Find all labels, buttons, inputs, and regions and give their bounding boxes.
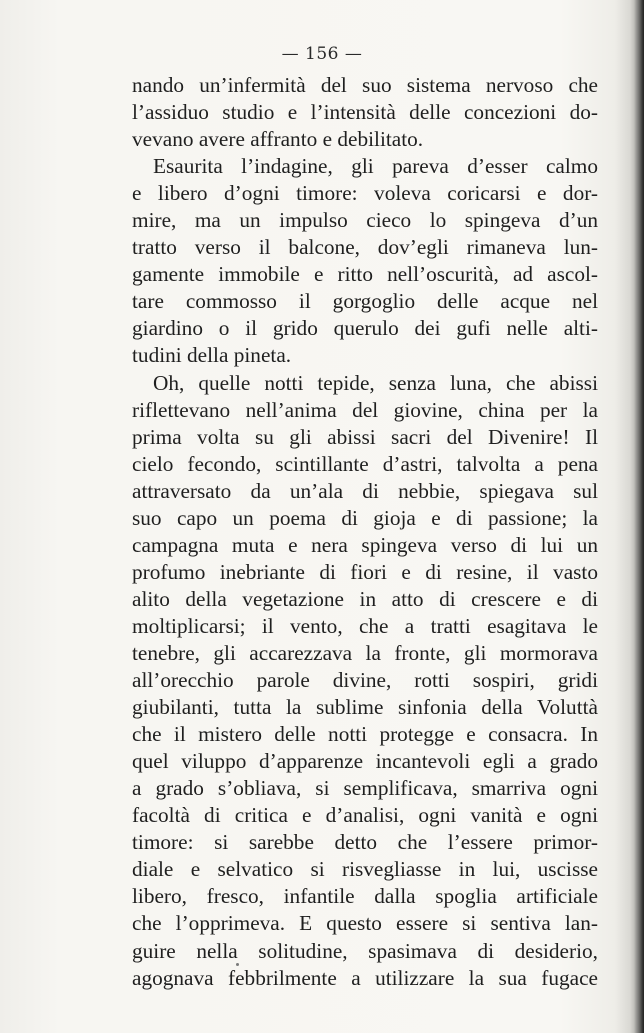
text-line: e libero d’ogni timore: voleva coricarsi e dor- bbox=[132, 181, 598, 206]
text-line: agognava febbrilmente a utilizzare la sua fugace bbox=[132, 965, 598, 990]
text-line: l’assiduo studio e l’intensità delle concezioni do- bbox=[132, 100, 598, 125]
page-number: — 156 — bbox=[281, 44, 363, 64]
text-line: guire nella solitudine, spasimava di desiderio, bbox=[132, 938, 598, 963]
text-line: tratto verso il balcone, dov’egli rimaneva lun- bbox=[132, 235, 598, 260]
text-line: riflettevano nell’anima del giovine, china per la bbox=[132, 397, 598, 422]
text-line: che l’opprimeva. E questo essere si sentiva lan- bbox=[132, 911, 598, 936]
text-line: timore: si sarebbe detto che l’essere primor- bbox=[132, 830, 598, 855]
paper-speck bbox=[236, 963, 239, 966]
text-line: suo capo un poema di gioja e di passione; la bbox=[132, 505, 598, 530]
text-line: campagna muta e nera spingeva verso di lui un bbox=[132, 532, 598, 557]
text-line: vevano avere affranto e debilitato. bbox=[132, 127, 424, 152]
text-line: gamente immobile e ritto nell’oscurità, ad ascol- bbox=[132, 262, 598, 287]
text-line: diale e selvatico si risvegliasse in lui, uscisse bbox=[132, 857, 598, 882]
binding-shadow bbox=[634, 0, 644, 1033]
text-line: attraversato da un’ala di nebbie, spiegava sul bbox=[132, 478, 598, 503]
text-line: nando un’infermità del suo sistema nervoso che bbox=[132, 73, 598, 97]
text-line: giubilanti, tutta la sublime sinfonia della Voluttà bbox=[132, 695, 598, 720]
text-line: all’orecchio parole divine, rotti sospiri, gridi bbox=[132, 668, 598, 693]
text-line: tudini della pineta. bbox=[132, 343, 292, 368]
text-line: moltiplicarsi; il vento, che a tratti esagitava le bbox=[132, 613, 598, 638]
text-line: giardino o il grido querulo dei gufi nelle alti- bbox=[132, 316, 598, 341]
text-line: tare commosso il gorgoglio delle acque nel bbox=[132, 289, 598, 314]
text-line: cielo fecondo, scintillante d’astri, talvolta a pena bbox=[132, 451, 598, 476]
text-line: Oh, quelle notti tepide, senza luna, che abissi bbox=[153, 370, 598, 395]
text-line: Esaurita l’indagine, gli pareva d’esser calmo bbox=[153, 154, 598, 179]
text-line: quel viluppo d’apparenze incantevoli egli a grado bbox=[132, 749, 598, 774]
text-line: facoltà di critica e d’analisi, ogni vanità e ogni bbox=[132, 803, 598, 828]
text-line: che il mistero delle notti protegge e consacra. In bbox=[132, 722, 598, 747]
text-line: profumo inebriante di fiori e di resine, il vasto bbox=[132, 559, 598, 584]
text-line: mire, ma un impulso cieco lo spingeva d’un bbox=[132, 208, 598, 233]
text-line: prima volta su gli abissi sacri del Divenire! Il bbox=[132, 424, 598, 449]
text-line: tenebre, gli accarezzava la fronte, gli mormorava bbox=[132, 640, 598, 665]
text-line: alito della vegetazione in atto di crescere e di bbox=[132, 586, 598, 611]
text-line: libero, fresco, infantile dalla spoglia artificiale bbox=[132, 884, 598, 909]
body-text bbox=[132, 72, 598, 992]
text-line: a grado s’obliava, si semplificava, smarriva ogni bbox=[132, 776, 598, 801]
